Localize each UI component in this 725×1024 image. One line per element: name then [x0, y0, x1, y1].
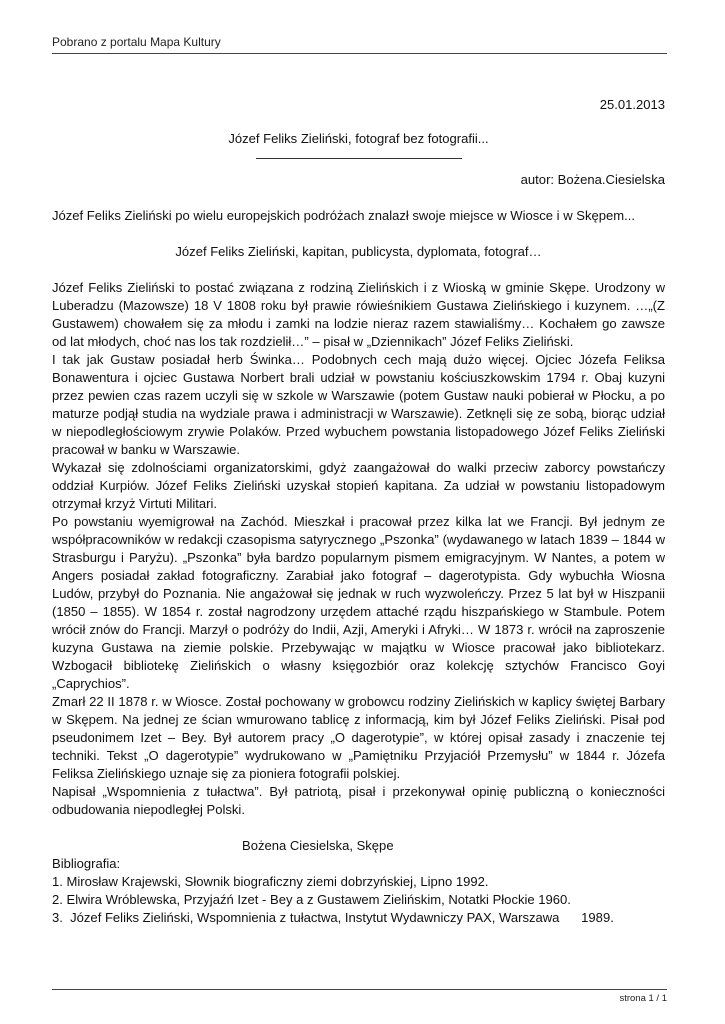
page-number: strona 1 / 1: [619, 993, 667, 1004]
bibliography-list: [52, 873, 665, 927]
bibliography-item: 2. Elwira Wróblewska, Przyjaźń Izet - Bey a z Gustawem Zielińskim, Notatki Płockie 1960.: [52, 892, 571, 907]
article-signature: Bożena Ciesielska, Skępe: [242, 838, 394, 853]
bibliography-item: 3. Józef Feliks Zieliński, Wspomnienia z tułactwa, Instytut Wydawniczy PAX, Warszawa 1989.: [52, 910, 614, 925]
bibliography-heading: Bibliografia:: [52, 856, 121, 871]
body-paragraph: Józef Feliks Zieliński to postać związana z rodziną Zielińskich i z Wioską w gminie Skępe. Urodzony w Luberadzu (Mazowsze) 18 V 1808 roku był prawie rówieśnikiem Gustawa Zielińskiego i kuzynem. …„(Z Gustawem) chowałem się za młodu i zamki na lodzie nieraz razem stawialiśmy… Kochałem go zawsze od lat młodych, choć nas los tak rozdzielił…” – pisał w „Dziennikach” Józef Feliks Zieliński.: [52, 280, 665, 349]
footer-divider: [52, 989, 667, 990]
article-author: autor: Bożena.Ciesielska: [520, 172, 665, 187]
title-underline: [256, 158, 462, 159]
body-paragraph: Po powstaniu wyemigrował na Zachód. Mieszkał i pracował przez kilka lat we Francji. Był jednym ze współpracowników w redakcji czasopisma satyrycznego „Pszonka” (wydawanego w latach 1839 – 1844 w Strasburgu i Paryżu). „Pszonka” była bardzo popularnym pismem emigracyjnym. W Nantes, a potem w Angers posiadał zakład fotograficzny. Zarabiał jako fotograf – dagerotypista. Gdy wybuchła Wiosna Ludów, przybył do Poznania. Nie angażował się jednak w ruch wyzwoleńczy. Przez 5 lat był w Hiszpanii (1850 – 1855). W 1854 r. został nagrodzony urzędem attaché rządu hiszpańskiego w Stambule. Potem wrócił znów do Francji. Marzył o podróży do Indii, Azji, Ameryki i Afryki… W 1873 r. wrócił na zaproszenie kuzyna Gustawa na ziemie polskie. Przebywając w majątku w Wiosce pracował jako bibliotekarz. Wzbogacił bibliotekę Zielińskich o własny księgozbiór oraz kolekcję sztychów Francisco Goyi „Caprychios”.: [52, 514, 665, 691]
article: [52, 96, 665, 927]
body-paragraph: Wykazał się zdolnościami organizatorskimi, gdyż zaangażował do walki przeciw zaborcy powstańczy oddział Kurpiów. Józef Feliks Zieliński uzyskał stopień kapitana. Za udział w powstaniu listopadowym otrzymał krzyż Virtuti Militari.: [52, 460, 665, 511]
article-body: [52, 279, 665, 819]
header-divider: [52, 53, 667, 54]
body-paragraph: Zmarł 22 II 1878 r. w Wiosce. Został pochowany w grobowcu rodziny Zielińskich w kaplicy świętej Barbary w Skępem. Na jednej ze ścian wmurowano tablicę z informacją, kim był Józef Feliks Zieliński. Pisał pod pseudonimem Izet – Bey. Był autorem pracy „O dagerotypie”, w której opisał zasady i znaczenie tej techniki. Tekst „O dagerotypie” wydrukowano w „Pamiętniku Przyjaciół Przemysłu” w 1844 r. Józefa Feliksa Zielińskiego uznaje się za pioniera fotografii polskiej.: [52, 694, 665, 781]
article-lead: Józef Feliks Zieliński po wielu europejskich podróżach znalazł swoje miejsce w Wiosce i w Skępem...: [52, 208, 635, 223]
body-paragraph: I tak jak Gustaw posiadał herb Świnka… Podobnych cech mają dużo więcej. Ojciec Józefa Feliksa Bonawentura i ojciec Gustawa Norbert brali udział w powstaniu kościuszkowskim 1794 r. Obaj kuzyni przez pewien czas razem uczyli się w szkole w Warszawie (potem Gustaw nauki pobierał w Płocku, a po maturze podjął studia na wydziale prawa i administracji w Warszawie). Zetknęli się ze sobą, biorąc udział w niepodległościowym zrywie Polaków. Przed wybuchem powstania listopadowego Józef Feliks Zieliński pracował w banku w Warszawie.: [52, 352, 665, 457]
article-title: Józef Feliks Zieliński, fotograf bez fotografii...: [228, 131, 489, 146]
article-subtitle: Józef Feliks Zieliński, kapitan, publicysta, dyplomata, fotograf…: [175, 244, 542, 259]
bibliography-item: 1. Mirosław Krajewski, Słownik biograficzny ziemi dobrzyńskiej, Lipno 1992.: [52, 874, 489, 889]
page-header-source: Pobrano z portalu Mapa Kultury: [52, 35, 221, 49]
body-paragraph: Napisał „Wspomnienia z tułactwa”. Był patriotą, pisał i przekonywał opinię publiczną o konieczności odbudowania niepodległej Polski.: [52, 784, 665, 817]
article-date: 25.01.2013: [599, 97, 665, 112]
bibliography: [52, 855, 665, 927]
